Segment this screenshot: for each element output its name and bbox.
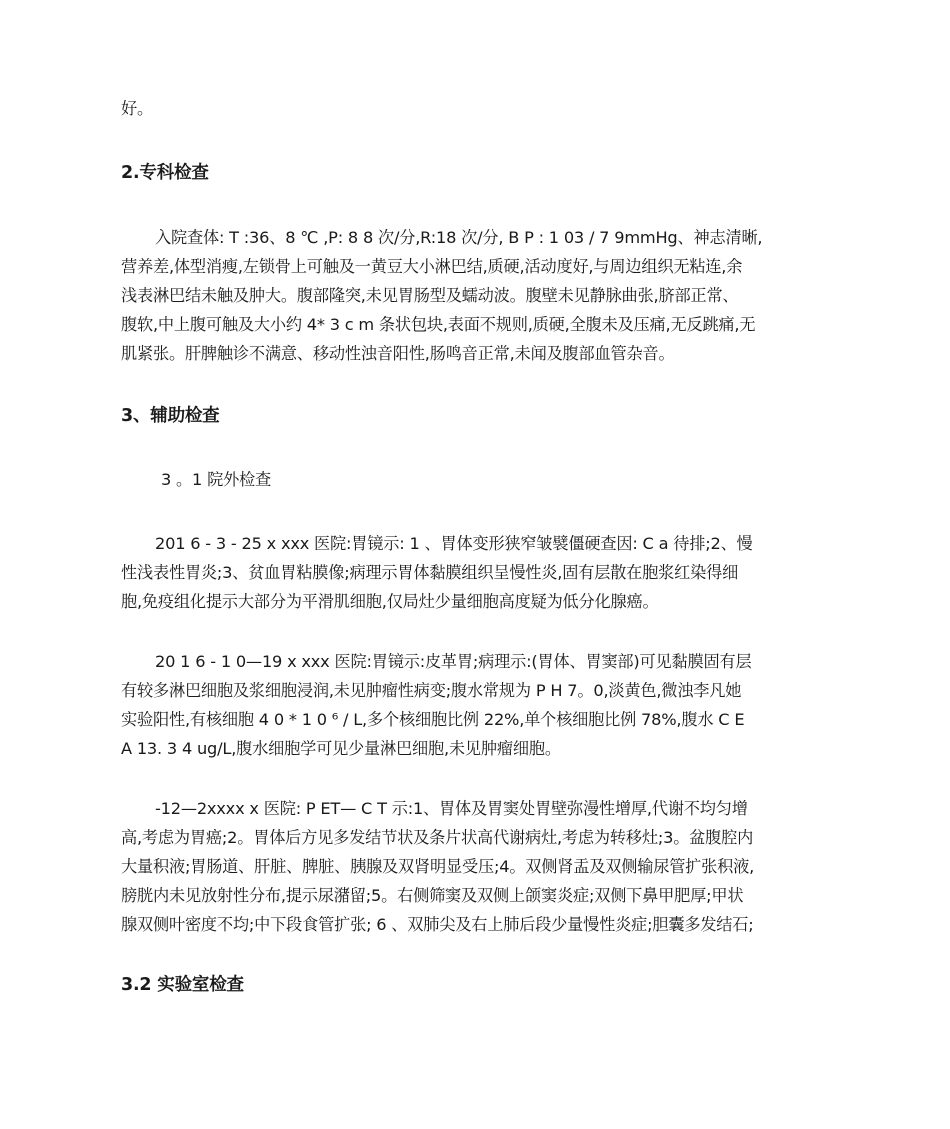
paragraph-line: 浅表淋巴结未触及肿大。腹部隆突,未见胃肠型及蠕动波。腹壁未见静脉曲张,脐部正常、 [121, 286, 739, 305]
paragraph-line: 性浅表性胃炎;3、贫血胃粘膜像;病理示胃体黏膜组织呈慢性炎,固有层散在胞浆红染得细 [121, 563, 739, 582]
paragraph-line: 20 1 6 - 1 0—19 x xxx 医院:胃镜示:皮革胃;病理示:(胃体、胃窦部)可见黏膜固有层 [155, 652, 752, 671]
paragraph-line: 入院查体: T :36、8 ℃ ,P: 8 8 次/分,R:18 次/分, B P : 1 03 / 7 9mmHg、神志清晰, [155, 228, 763, 247]
paragraph-line: -12—2xxxx x 医院: P ET— C T 示:1、胃体及胃窦处胃壁弥漫性增厚,代谢不均匀增 [155, 799, 748, 818]
paragraph-line: 腺双侧叶密度不均;中下段食管扩张; 6 、双肺尖及右上肺后段少量慢性炎症;胆囊多发结石; [121, 915, 754, 934]
paragraph-line: 肌紧张。肝脾触诊不满意、移动性浊音阳性,肠鸣音正常,未闻及腹部血管杂音。 [121, 344, 675, 363]
section-heading-auxiliary-exam: 3、辅助检查 [121, 406, 220, 426]
paragraph-line: 膀胱内未见放射性分布,提示尿潴留;5。右侧筛窦及双侧上颌窦炎症;双侧下鼻甲肥厚;甲状 [121, 886, 744, 905]
paragraph-line: 腹软,中上腹可触及大小约 4* 3 c m 条状包块,表面不规则,质硬,全腹未及压痛,无反跳痛,无 [121, 315, 756, 334]
paragraph-line: 胞,免疫组化提示大部分为平滑肌细胞,仅局灶少量细胞高度疑为低分化腺癌。 [121, 592, 659, 611]
paragraph-line: 高,考虑为胃癌;2。胃体后方见多发结节状及条片状高代谢病灶,考虑为转移灶;3。盆腹腔内 [121, 828, 754, 847]
section-heading-lab-exam: 3.2 实验室检查 [121, 975, 244, 995]
paragraph-line: 大量积液;胃肠道、肝脏、脾脏、胰腺及双肾明显受压;4。双侧肾盂及双侧输尿管扩张积液, [121, 857, 755, 876]
paragraph-line: 有较多淋巴细胞及浆细胞浸润,未见肿瘤性病变;腹水常规为 P H 7。0,淡黄色,微浊李凡她 [121, 681, 742, 700]
subheading-outside-exam: 3 。1 院外检查 [161, 470, 272, 489]
paragraph-line: 201 6 - 3 - 25 x xxx 医院:胃镜示: 1 、胃体变形狭窄皱襞僵硬查因: C a 待排;2、慢 [155, 534, 753, 553]
section-heading-specialty-exam: 2.专科检查 [121, 163, 209, 183]
paragraph-line: A 13. 3 4 ug/L,腹水细胞学可见少量淋巴细胞,未见肿瘤细胞。 [121, 739, 561, 758]
intro-tail-text: 好。 [121, 99, 153, 118]
paragraph-line: 营养差,体型消瘦,左锁骨上可触及一黄豆大小淋巴结,质硬,活动度好,与周边组织无粘连,余 [121, 257, 743, 276]
paragraph-line: 实验阳性,有核细胞 4 0 * 1 0 ⁶ / L,多个核细胞比例 22%,单个核细胞比例 78%,腹水 C E [121, 710, 745, 729]
